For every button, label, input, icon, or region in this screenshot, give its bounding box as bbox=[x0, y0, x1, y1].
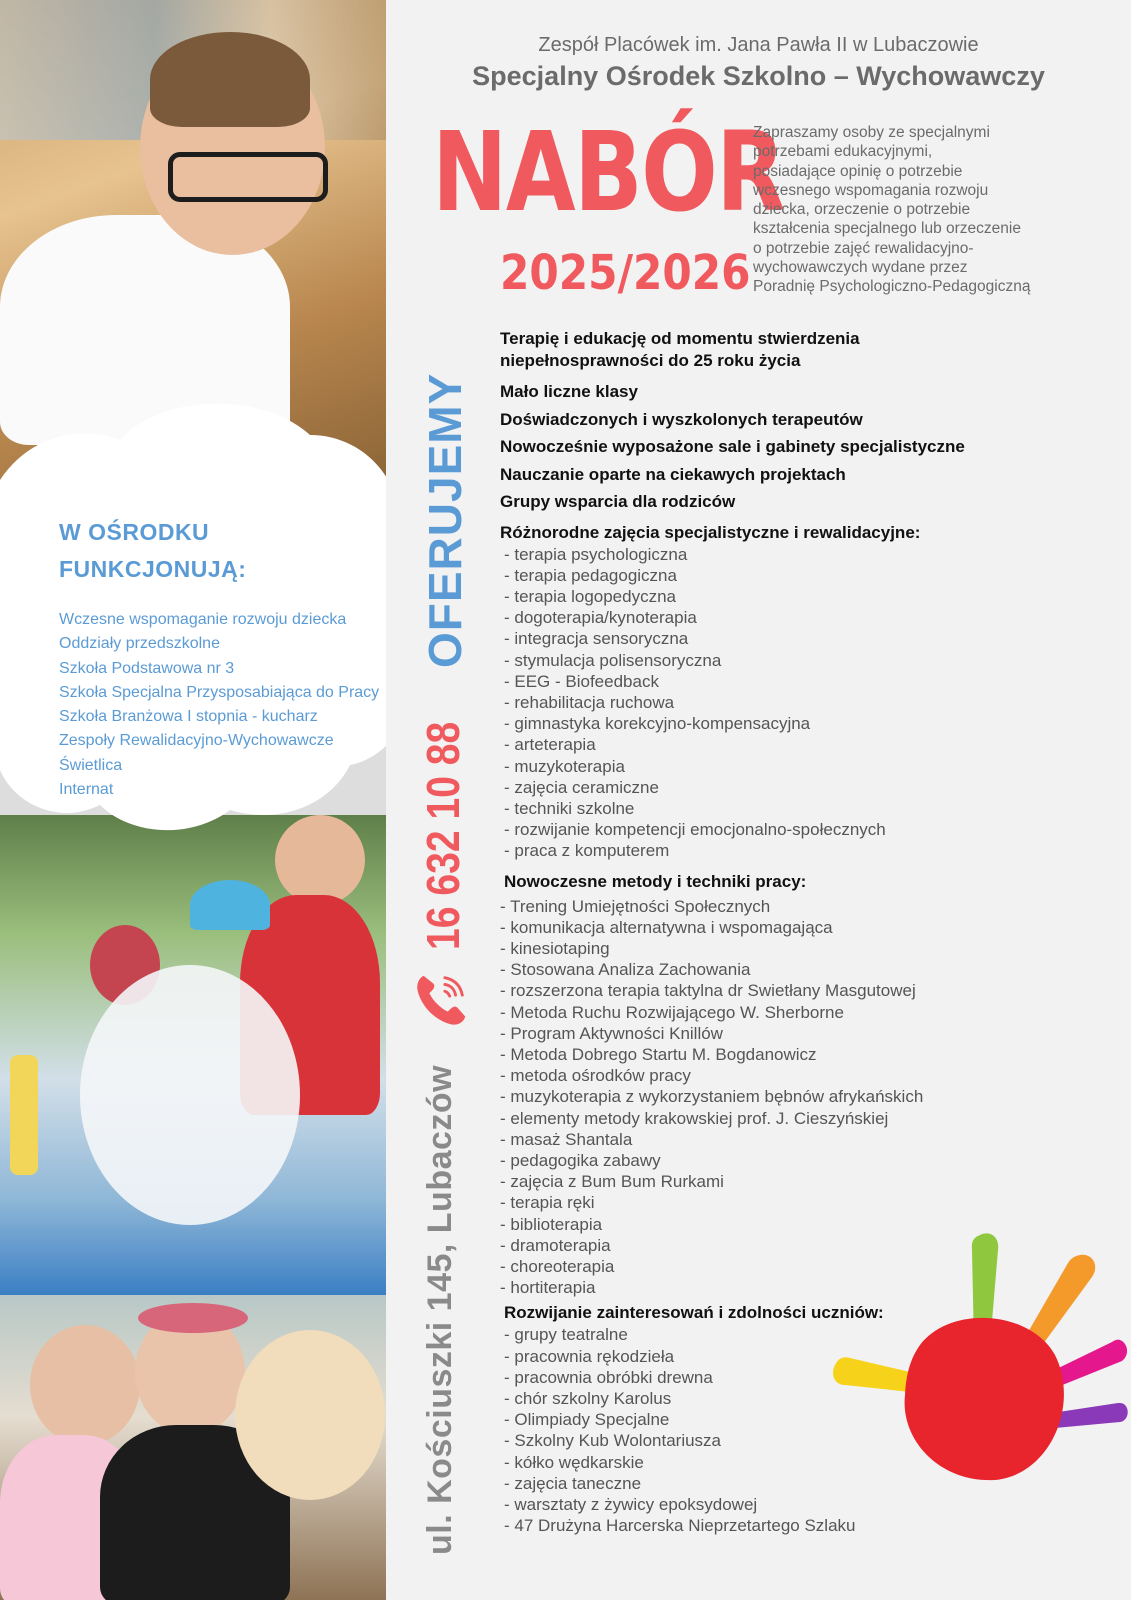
invite-text bbox=[753, 123, 1073, 297]
offer-list bbox=[500, 378, 1100, 516]
metody-item: - Program Aktywności Knillów bbox=[500, 1023, 723, 1043]
metody-item: - kinesiotaping bbox=[500, 938, 610, 958]
headline-title: NABÓR bbox=[432, 108, 784, 236]
vertical-phone-number: 16 632 10 88 bbox=[417, 721, 469, 950]
zajecia-item: - terapia logopedyczna bbox=[504, 586, 677, 606]
zajecia-item: - dogoterapia/kynoterapia bbox=[504, 608, 697, 628]
metody-item: - biblioterapia bbox=[500, 1214, 603, 1234]
invite-line: wychowawczych wydane przez bbox=[753, 259, 968, 277]
osrodek-title-line2: FUNKCJONUJĄ: bbox=[59, 556, 247, 582]
zajecia-item: - EEG - Biofeedback bbox=[504, 671, 659, 691]
photo-children-experiment bbox=[0, 815, 386, 1295]
metody-item: - komunikacja alternatywna i wspomagająca bbox=[500, 917, 833, 937]
osrodek-item: Oddziały przedszkolne bbox=[59, 635, 220, 653]
offer-lead-line2: niepełnosprawności do 25 roku życia bbox=[500, 351, 801, 370]
osrodek-item: Internat bbox=[59, 781, 114, 799]
rozwijanie-item: - 47 Drużyna Harcerska Nieprzetartego Szlaku bbox=[504, 1516, 856, 1536]
zajecia-item: - muzykoterapia bbox=[504, 756, 625, 776]
invite-line: Zapraszamy osoby ze specjalnymi bbox=[753, 124, 990, 141]
zajecia-item: - rozwijanie kompetencji emocjonalno-społecznych bbox=[504, 820, 886, 840]
zajecia-item: - rehabilitacja ruchowa bbox=[504, 692, 675, 712]
zajecia-item: - terapia psychologiczna bbox=[504, 544, 688, 564]
osrodek-item: Szkoła Specjalna Przysposabiająca do Pracy bbox=[59, 683, 380, 701]
headline-year: 2025/2026 bbox=[500, 245, 751, 301]
offer-item: Nowocześnie wyposażone sale i gabinety specjalistyczne bbox=[500, 437, 965, 456]
offer-item: Doświadczonych i wyszkolonych terapeutów bbox=[500, 409, 863, 429]
vertical-offer-label: OFERUJEMY bbox=[419, 372, 471, 668]
rozwijanie-title: Rozwijanie zainteresowań i zdolności uczniów: bbox=[504, 1303, 884, 1323]
osrodek-title bbox=[59, 514, 386, 588]
metody-item: - Metoda Ruchu Rozwijającego W. Sherborne bbox=[500, 1002, 844, 1022]
invite-line: potrzebami edukacyjnymi, bbox=[753, 143, 933, 161]
osrodek-title-line1: W OŚRODKU bbox=[59, 519, 210, 545]
osrodek-item: Świetlica bbox=[59, 756, 123, 774]
zajecia-list bbox=[504, 544, 1100, 862]
offer-lead-line1: Terapię i edukację od momentu stwierdzenia bbox=[500, 329, 860, 348]
rozwijanie-item: - kółko wędkarskie bbox=[504, 1452, 644, 1472]
osrodek-list bbox=[59, 608, 386, 802]
metody-item: - muzykoterapia z wykorzystaniem bębnów afrykańskich bbox=[500, 1087, 924, 1107]
invite-line: posiadające opinię o potrzebie bbox=[753, 162, 963, 180]
metody-item: - hortiterapia bbox=[500, 1278, 596, 1298]
metody-item: - masaż Shantala bbox=[500, 1129, 633, 1149]
metody-item: - zajęcia z Bum Bum Rurkami bbox=[500, 1172, 724, 1192]
osrodek-item: Szkoła Branżowa I stopnia - kucharz bbox=[59, 708, 318, 726]
metody-title: Nowoczesne metody i techniki pracy: bbox=[504, 871, 807, 891]
rozwijanie-item: - chór szkolny Karolus bbox=[504, 1389, 672, 1409]
zajecia-item: - gimnastyka korekcyjno-kompensacyjna bbox=[504, 714, 811, 734]
rozwijanie-item: - pracownia obróbki drewna bbox=[504, 1367, 713, 1387]
metody-item: - rozszerzona terapia taktylna dr Swietłany Masgutowej bbox=[500, 981, 916, 1001]
invite-line: Poradnię Psychologiczno-Pedagogiczną bbox=[753, 278, 1031, 296]
invite-line: o potrzebie zajęć rewalidacyjno- bbox=[753, 239, 974, 257]
invite-line: kształcenia specjalnego lub orzeczenie bbox=[753, 220, 1021, 238]
metody-item: - terapia ręki bbox=[500, 1193, 595, 1213]
zajecia-title: Różnorodne zajęcia specjalistyczne i rewalidacyjne: bbox=[500, 522, 921, 542]
osrodek-section bbox=[59, 514, 386, 802]
metody-item: - Metoda Dobrego Startu M. Bogdanowicz bbox=[500, 1044, 817, 1064]
zajecia-item: - integracja sensoryczna bbox=[504, 629, 689, 649]
zajecia-item: - techniki szkolne bbox=[504, 798, 635, 818]
osrodek-item: Zespoły Rewalidacyjno-Wychowawcze bbox=[59, 732, 334, 750]
photo-girls-with-dog bbox=[0, 1295, 386, 1600]
rozwijanie-item: - pracownia rękodzieła bbox=[504, 1346, 675, 1366]
rozwijanie-item: - grupy teatralne bbox=[504, 1325, 628, 1345]
zajecia-item: - stymulacja polisensoryczna bbox=[504, 650, 722, 670]
phone-icon bbox=[410, 968, 472, 1030]
invite-line: wczesnego wspomagania rozwoju bbox=[753, 181, 989, 199]
zajecia-item: - arteterapia bbox=[504, 735, 596, 755]
photo-column bbox=[0, 0, 386, 1600]
vertical-address: ul. Kościuszki 145, Lubaczów bbox=[421, 1064, 459, 1555]
offer-lead bbox=[500, 328, 1100, 372]
zajecia-item: - zajęcia ceramiczne bbox=[504, 777, 659, 797]
offer-item: Nauczanie oparte na ciekawych projektach bbox=[500, 464, 846, 484]
metody-item: - pedagogika zabawy bbox=[500, 1150, 661, 1170]
hand-print-icon bbox=[830, 1225, 1130, 1535]
metody-item: - choreoterapia bbox=[500, 1257, 615, 1276]
zajecia-item: - terapia pedagogiczna bbox=[504, 565, 677, 585]
offer-item: Mało liczne klasy bbox=[500, 382, 638, 401]
metody-item: - Stosowana Analiza Zachowania bbox=[500, 960, 751, 980]
rozwijanie-item: - Olimpiady Specjalne bbox=[504, 1410, 670, 1430]
rozwijanie-item: - Szkolny Kub Wolontariusza bbox=[504, 1431, 722, 1451]
rozwijanie-item: - zajęcia taneczne bbox=[504, 1473, 642, 1493]
invite-line: dziecka, orzeczenie o potrzebie bbox=[753, 201, 971, 219]
metody-item: - Trening Umiejętności Społecznych bbox=[500, 896, 771, 916]
header-school-name: Specjalny Ośrodek Szkolno – Wychowawczy bbox=[472, 61, 1045, 91]
metody-item: - elementy metody krakowskiej prof. J. Cieszyńskiej bbox=[500, 1108, 889, 1128]
osrodek-item: Wczesne wspomaganie rozwoju dziecka bbox=[59, 611, 347, 628]
header-institution: Zespół Placówek im. Jana Pawła II w Lubaczowie bbox=[538, 34, 979, 56]
metody-item: - metoda ośrodków pracy bbox=[500, 1066, 691, 1086]
osrodek-item: Szkoła Podstawowa nr 3 bbox=[59, 659, 235, 677]
offer-item: Grupy wsparcia dla rodziców bbox=[500, 492, 736, 511]
zajecia-item: - praca z komputerem bbox=[504, 841, 670, 861]
metody-item: - dramoterapia bbox=[500, 1235, 611, 1255]
rozwijanie-item: - warsztaty z żywicy epoksydowej bbox=[504, 1495, 758, 1515]
